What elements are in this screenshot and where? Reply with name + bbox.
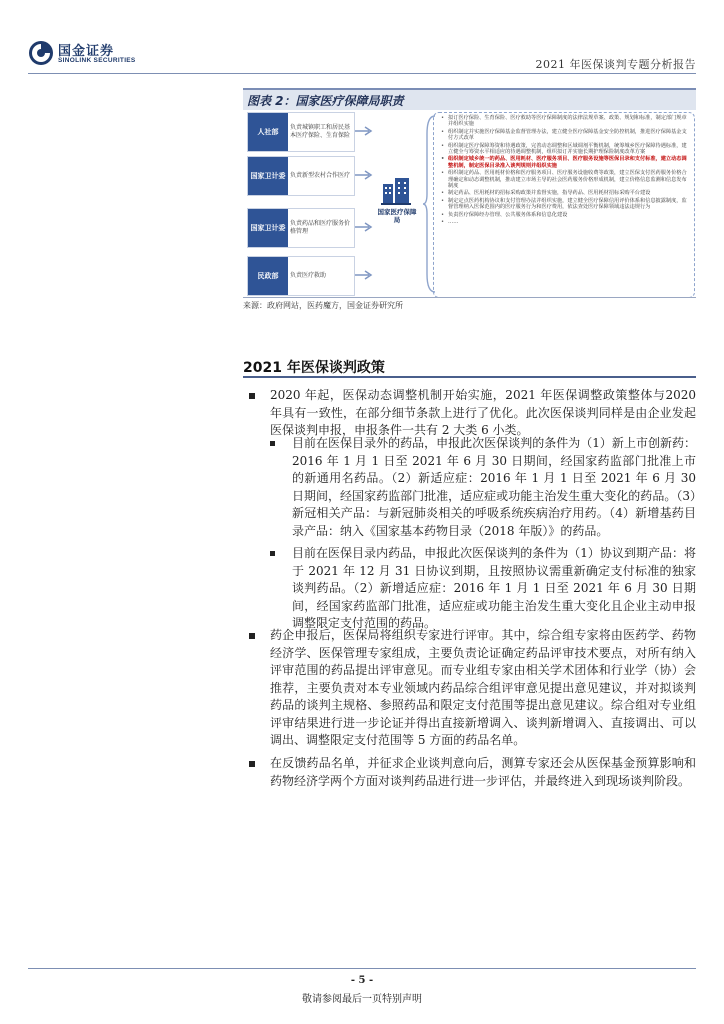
agency-description: 负责城镇职工和居民基本医疗保险、生育保险 (290, 124, 351, 139)
section-divider (243, 376, 696, 378)
logo-chinese-name: 国金证券 (58, 44, 115, 59)
duty-item: • 拟订医疗保险、生育保险、医疗救助等医疗保障制度的法律法规草案、政策、规划和标准，制定部门规章并组织实施 (441, 115, 691, 128)
footer-divider (28, 968, 696, 969)
agency-box (247, 156, 355, 196)
agency-box (247, 256, 355, 296)
figure-bottom-divider (243, 297, 696, 298)
government-building-icon (379, 176, 413, 206)
arrow-right-icon (355, 170, 375, 180)
bureau-label: 国家医疗保障局 (377, 208, 417, 224)
arrow-right-icon (355, 126, 375, 136)
report-title: 2021 年医保谈判专题分析报告 (535, 58, 696, 71)
page-number: - 5 - (350, 975, 374, 986)
header-divider (28, 73, 696, 74)
agency-name: 民政部 (248, 257, 288, 295)
bullet-square-icon (249, 393, 255, 399)
duty-item: • …… (441, 219, 691, 225)
bullet-square-icon (249, 761, 255, 767)
sinolink-logo-icon (28, 40, 54, 66)
agency-description: 负责药品和医疗服务价格管理 (290, 220, 351, 235)
paragraph-negotiation-stage: 在反馈药品名单，并征求企业谈判意向后，测算专家还会从医保基金预算影响和药物经济学两个方面对谈判药品进行进一步评估，并最终进入到现场谈判阶段。 (270, 756, 696, 788)
duty-item: • 组织制定医疗保障筹资和待遇政策，完善动态调整和区域调剂平衡机制，统筹城乡医疗保障待遇标准，建立健全与筹资水平相适应的待遇调整机制，组织拟订并实施长期护理保险制度改革方案 (441, 143, 691, 156)
figure-title: 图表 2：国家医疗保障局职责 (247, 94, 404, 108)
paragraph-off-list-conditions: 目前在医保目录外的药品，申报此次医保谈判的条件为（1）新上市创新药：2016 年 1 月 1 日至 2021 年 6 月 30 日期间，经国家药监部门批准上市的新通用名药品。（2）新适应症：2016 年 1 月 1 日至 2021 年 6 月 30 日期间，经国家药监部门批准，适应症或功能主治发生重大变化的药品。（3）新冠相关产品：与新冠肺炎相关的呼吸系统疾病治疗用药。（4）新增基药目录产品：纳入《国家基本药物目录（2018 年版）》的药品。 (292, 436, 696, 538)
duty-item: • 组织制定药品、医用耗材价格和医疗服务项目、医疗服务设施收费等政策，建立医保支付医药服务价格合理确定和动态调整机制，推动建立市场主导的社会医药服务价格形成机制，建立价格信息监测和信息发布制度 (441, 170, 691, 189)
bureau-duties-diagram (243, 110, 696, 296)
page-header (0, 0, 724, 80)
footer-disclaimer: 敬请参阅最后一页特别声明 (302, 994, 422, 1005)
arrow-right-icon (355, 222, 375, 232)
paragraph-expert-review: 药企申报后，医保局将组织专家进行评审。其中，综合组专家将由医药学、药物经济学、医保管理专家组成，主要负责论证确定药品评审技术要点，对所有纳入评审范围的药品提出评审意见。而专业组专家由相关学术团体和行业学（协）会 推荐，主要负责对本专业领域内药品综合组评审意见提出意见建议，并对拟谈判药品的谈判主规格、参照药品和限定支付范围等提出意见建议。综合组对专业组评审结果进行进一步论证并得出直接新增调入、谈判新增调入、直接调出、可以调出、调整限定支付范围等 5 方面的药品名单。 (270, 628, 696, 747)
duty-item-highlighted: • 组织制定城乡统一的药品、医用耗材、医疗服务项目、医疗服务设施等医保目录和支付标准，建立动态调整机制，制定医保目录准入谈判规则并组织实施 (441, 156, 691, 169)
arrow-right-icon (355, 270, 375, 280)
agency-name: 人社部 (248, 113, 288, 151)
paragraph-policy-overview: 2020 年起，医保动态调整机制开始实施，2021 年医保调整政策整体与2020 年具有一致性，在部分细节条款上进行了优化。此次医保谈判同样是由企业发起医保谈判申报，申报条件一共有 2 大类 6 小类。 (270, 388, 696, 437)
bullet-square-icon (249, 633, 255, 639)
sinolink-logo (28, 40, 138, 72)
logo-english-name: SINOLINK SECURITIES (58, 57, 136, 64)
figure-source: 来源：政府网站，医药魔方，国金证券研究所 (243, 301, 403, 310)
duty-item: • 制定定点医药机构协议和支付管理办法并组织实施，建立健全医疗保障信用评价体系和信息披露制度，监督管理纳入医保范围内的医疗服务行为和医疗费用，依法查处医疗保障领域违法违规行为 (441, 198, 691, 211)
duty-item: • 负责医疗保障经办管理、公共服务体系和信息化建设 (441, 212, 691, 218)
agency-description: 负责医疗救助 (290, 272, 327, 279)
agency-box (247, 112, 355, 152)
agency-description: 负责新型农村合作医疗 (290, 172, 351, 179)
duties-list (441, 115, 691, 227)
agency-name: 国家卫计委 (248, 209, 288, 247)
bullet-square-icon (270, 441, 275, 446)
duty-item: • 组织制定并实施医疗保障基金监督管理办法，建立健全医疗保障基金安全防控机制，推进医疗保障基金支付方式改革 (441, 129, 691, 142)
agency-name: 国家卫计委 (248, 157, 288, 195)
paragraph-on-list-conditions: 目前在医保目录内药品，申报此次医保谈判的条件为（1）协议到期产品：将于 2021 年 12 月 31 日协议到期，且按照协议需重新确定支付标准的独家谈判药品。（2）新增适应症：2016 年 1 月 1 日至 2021 年 6 月 30 日期间，经国家药监部门批准，适应症或功能主治发生重大变化且企业主动申报调整限定支付范围的药品。 (292, 546, 696, 630)
agency-box (247, 208, 355, 248)
bullet-square-icon (270, 551, 275, 556)
section-title: 2021 年医保谈判政策 (243, 360, 385, 376)
figure-title-bar (243, 88, 696, 110)
duty-item: • 制定药品、医用耗材的招标采购政策并监督实施，指导药品、医用耗材招标采购平台建设 (441, 190, 691, 196)
